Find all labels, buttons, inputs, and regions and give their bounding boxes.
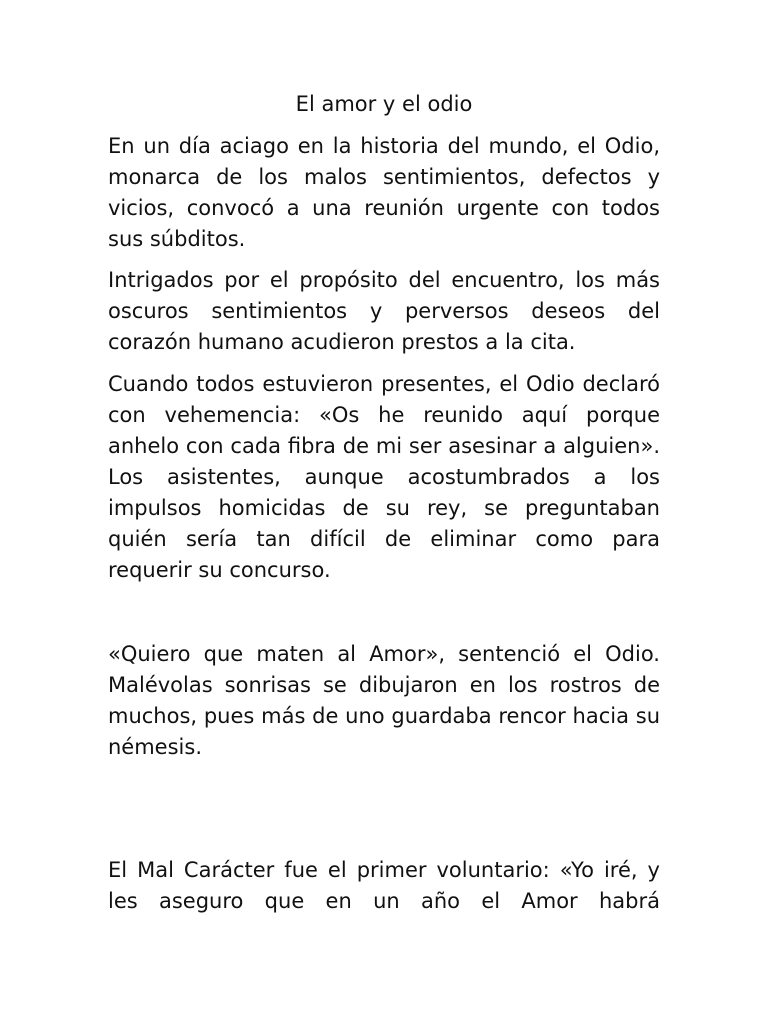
paragraph-5: El Mal Carácter fue el primer voluntario: «Yo iré, y les aseguro que en un año el Amor habrá xyxy=(108,858,660,913)
paragraph-1: En un día aciago en la historia del mundo, el Odio, monarca de los malos sentimientos, defectos y vicios, convocó a una reunión urgente con todos sus súbditos. xyxy=(108,134,660,251)
paragraph-2: Intrigados por el propósito del encuentro, los más oscuros sentimientos y perversos deseos del corazón humano acudieron prestos a la cita. xyxy=(108,268,660,354)
paragraph-4: «Quiero que maten al Amor», sentenció el Odio. Malévolas sonrisas se dibujaron en los rostros de muchos, pues más de uno guardaba rencor hacia su némesis. xyxy=(108,642,660,759)
paragraph-3: Cuando todos estuvieron presentes, el Odio declaró con vehemencia: «Os he reunido aquí porque anhelo con cada fibra de mi ser asesinar a alguien». Los asistentes, aunque acostumbrados a los impulsos homicidas de su rey, se preguntaban quién sería tan difícil de eliminar como para requerir su concurso. xyxy=(108,372,660,582)
document-title: El amor y el odio xyxy=(295,92,473,116)
